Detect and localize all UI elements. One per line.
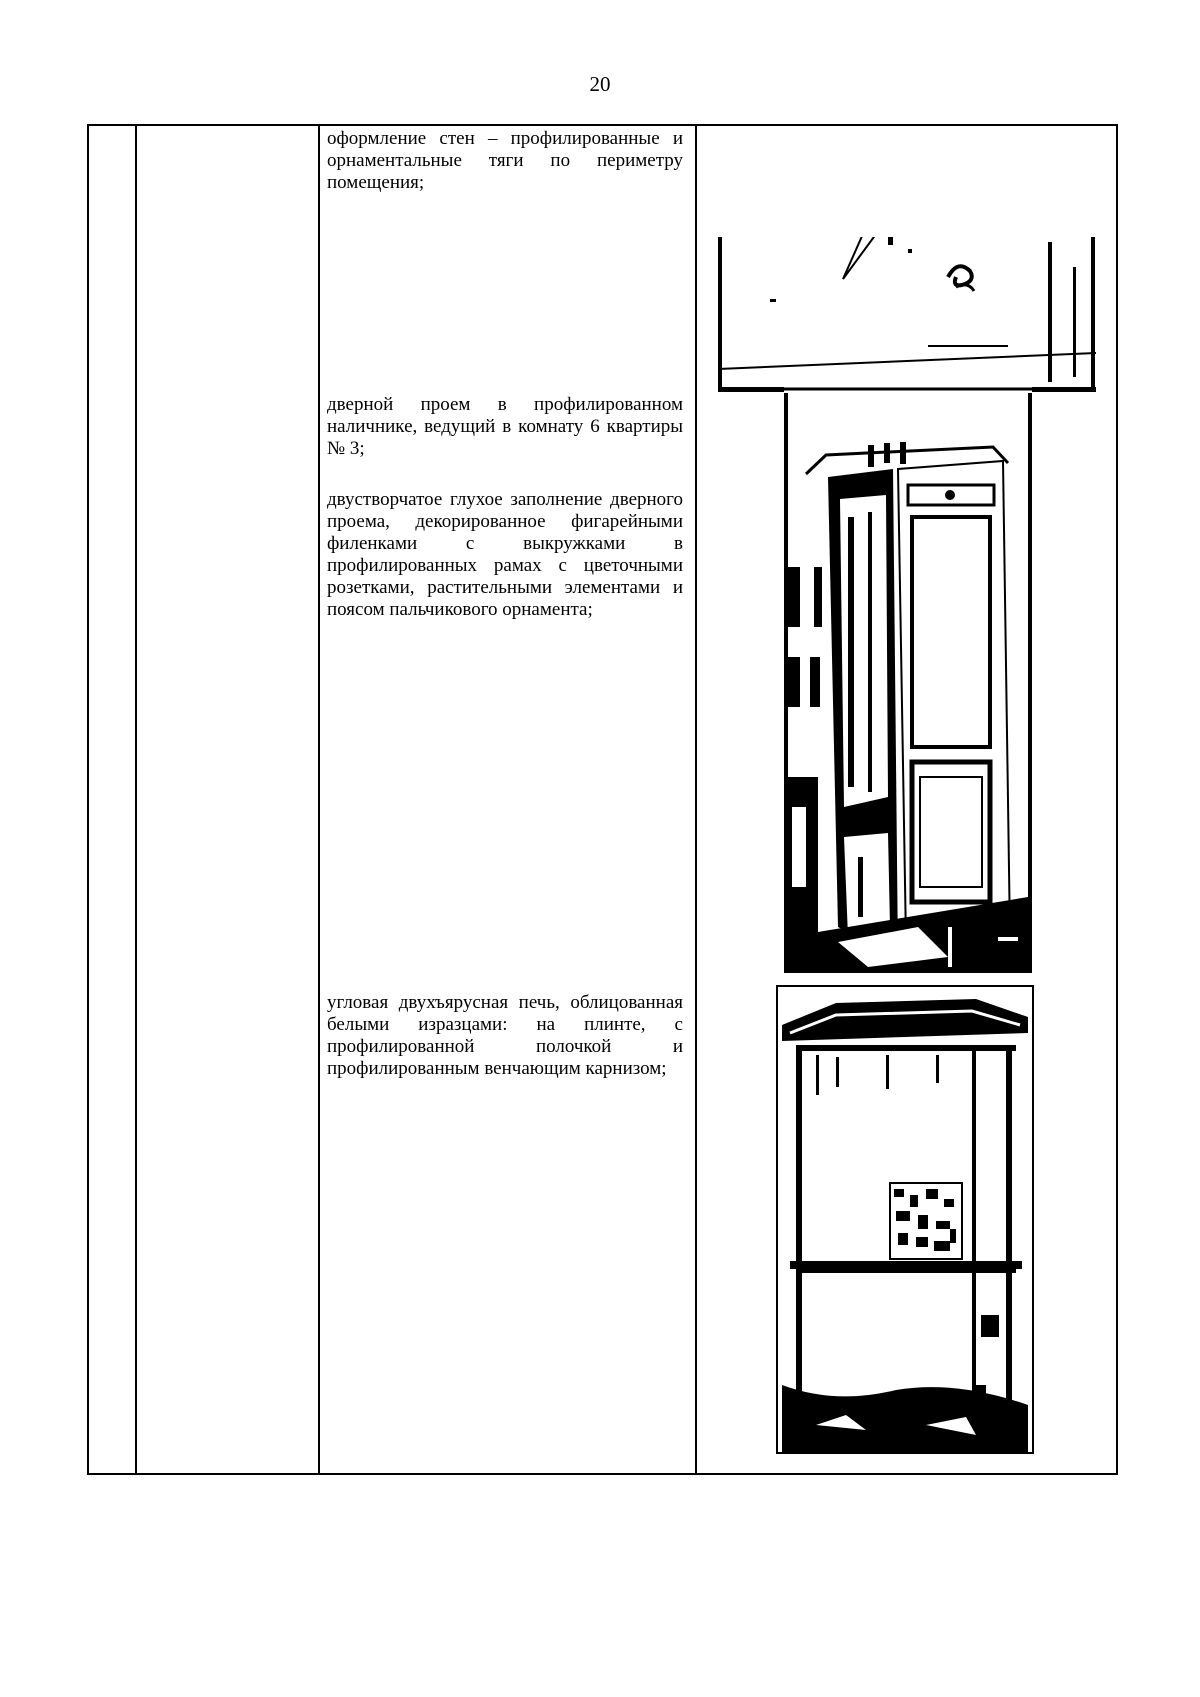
description-doorway: дверной проем в профилированном наличнике, ведущий в комнату 6 квартиры № 3; xyxy=(327,394,683,459)
description-stove: угловая двухъярусная печь, облицованная белыми изразцами: на плинте, с профилированной полочкой и профилированным венчающим карнизом; xyxy=(327,992,683,1079)
photo-tiled-stove xyxy=(776,985,1034,1454)
description-wall-decoration: оформление стен – профилированные и орнаментальные тяги по периметру помещения; xyxy=(327,128,683,193)
description-double-door: двустворчатое глухое заполнение дверного проема, декорированное фигарейными филенками с выкружками в профилированных рамах с цветочными розетками, растительными элементами и поясом пальчикового орнамента; xyxy=(327,489,683,620)
page-number: 20 xyxy=(589,72,611,96)
column-divider-1 xyxy=(135,126,137,1473)
column-divider-2 xyxy=(318,126,320,1473)
photo-ceiling-and-door xyxy=(718,237,1096,973)
column-divider-3 xyxy=(695,126,697,1473)
